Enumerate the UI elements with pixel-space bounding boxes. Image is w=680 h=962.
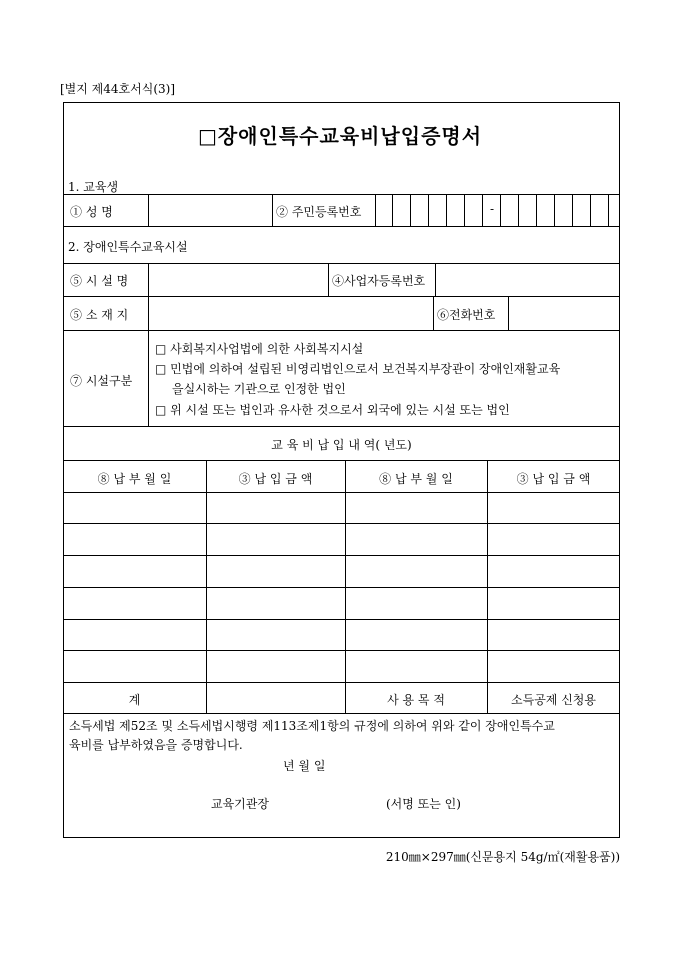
divider xyxy=(500,194,501,226)
divider xyxy=(508,296,509,330)
divider xyxy=(345,460,346,713)
col-payment-amount: ③ 납 입 금 액 xyxy=(516,472,591,486)
divider xyxy=(272,194,273,226)
facility-type-option-continued: 을실시하는 기관으로 인정한 법인 xyxy=(172,382,346,396)
divider xyxy=(148,263,149,426)
certification-text: 육비를 납부하였음을 증명합니다. xyxy=(69,738,243,752)
divider xyxy=(392,194,393,226)
divider xyxy=(63,713,620,714)
facility-type-option[interactable]: □ 민법에 의하여 설립된 비영리법인으로서 보건복지부장관이 장애인재활교육 xyxy=(155,362,561,376)
section-facility-heading: 2. 장애인특수교육시설 xyxy=(68,240,188,254)
facility-name-label: ⑤ 시 설 명 xyxy=(70,274,129,288)
divider xyxy=(518,194,519,226)
divider xyxy=(63,619,620,620)
purpose-label: 사 용 목 적 xyxy=(387,693,445,707)
divider xyxy=(63,555,620,556)
col-payment-date: ⑧ 납 부 월 일 xyxy=(379,472,453,486)
address-label: ⑤ 소 재 지 xyxy=(70,308,129,322)
issuer-label: 교육기관장 xyxy=(211,797,269,811)
divider xyxy=(446,194,447,226)
divider xyxy=(536,194,537,226)
divider xyxy=(63,296,620,297)
divider xyxy=(590,194,591,226)
divider xyxy=(328,263,329,296)
divider xyxy=(63,587,620,588)
signature-label: (서명 또는 인) xyxy=(386,797,461,811)
certification-text: 소득세법 제52조 및 소득세법시행령 제113조제1항의 규정에 의하여 위와 같이 장애인특수교 xyxy=(69,719,555,733)
col-payment-amount: ③ 납 입 금 액 xyxy=(238,472,313,486)
section-student-heading: 1. 교육생 xyxy=(68,180,119,194)
biz-reg-label: ④사업자등록번호 xyxy=(332,274,426,288)
divider xyxy=(63,226,620,227)
facility-type-option[interactable]: □ 사회복지사업법에 의한 사회복지시설 xyxy=(155,342,364,356)
phone-label: ⑥전화번호 xyxy=(437,308,496,322)
divider xyxy=(464,194,465,226)
divider xyxy=(428,194,429,226)
divider xyxy=(63,460,620,461)
divider xyxy=(63,263,620,264)
divider xyxy=(487,460,488,713)
rrn-label: ② 주민등록번호 xyxy=(276,205,362,219)
divider xyxy=(63,492,620,493)
divider xyxy=(482,194,483,226)
divider xyxy=(608,194,609,226)
divider xyxy=(572,194,573,226)
divider xyxy=(63,650,620,651)
certification-date: 년 월 일 xyxy=(283,759,326,773)
paper-spec: 210㎜×297㎜(신문용지 54g/㎡(재활용품)) xyxy=(385,850,620,864)
divider xyxy=(63,330,620,331)
divider xyxy=(148,194,149,226)
divider xyxy=(375,194,376,226)
name-label: ① 성 명 xyxy=(70,205,113,219)
divider xyxy=(206,460,207,713)
divider xyxy=(433,296,434,330)
divider xyxy=(63,682,620,683)
total-label: 계 xyxy=(128,693,141,707)
rrn-dash: - xyxy=(490,202,495,216)
purpose-value: 소득공제 신청용 xyxy=(511,693,596,707)
col-payment-date: ⑧ 납 부 월 일 xyxy=(97,472,172,486)
divider xyxy=(410,194,411,226)
document-title: □장애인특수교육비납입증명서 xyxy=(197,124,483,148)
facility-type-label: ⑦ 시설구분 xyxy=(70,374,133,388)
form-number: [별지 제44호서식(3)] xyxy=(60,82,175,96)
facility-type-option[interactable]: □ 위 시설 또는 법인과 유사한 것으로서 외국에 있는 시설 또는 법인 xyxy=(155,403,510,417)
divider xyxy=(63,426,620,427)
divider xyxy=(63,523,620,524)
divider xyxy=(554,194,555,226)
divider xyxy=(435,263,436,296)
payment-history-heading: 교 육 비 납 입 내 역( 년도) xyxy=(271,438,412,452)
